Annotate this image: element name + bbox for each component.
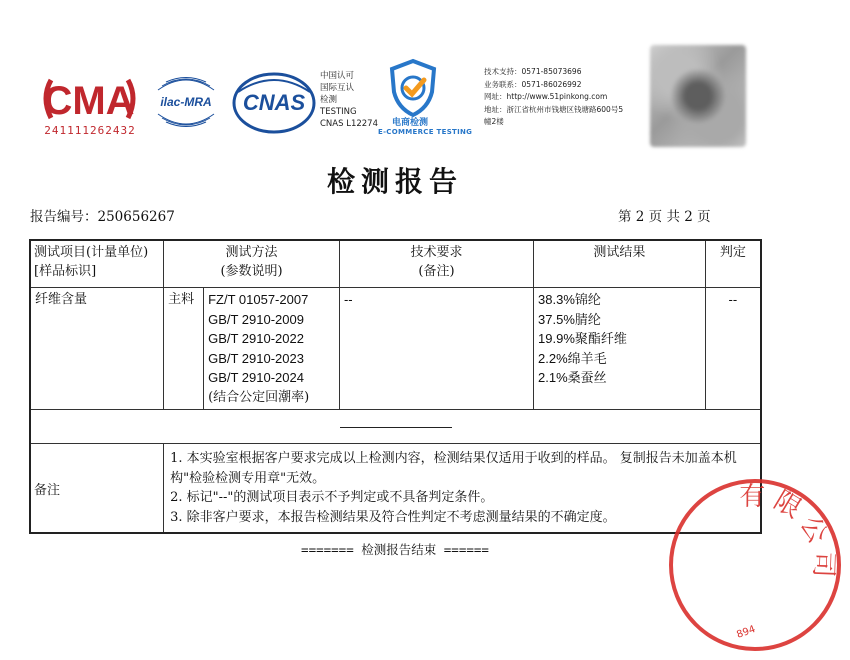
method-standard: GB/T 2910-2009: [208, 311, 304, 327]
header-technical-requirement: [339, 240, 533, 288]
result-cell: [534, 288, 706, 410]
result-value: 37.5%腈纶: [538, 311, 601, 327]
method-standard: FZ/T 01057-2007: [208, 292, 309, 307]
method-standard: GB/T 2910-2023: [208, 350, 304, 366]
report-end-mark: ======= 检测报告结束 ======: [301, 542, 489, 557]
verdict-cell: [705, 288, 761, 410]
contact-line: 幢2楼: [484, 117, 504, 126]
ecommerce-subtitle: E-COMMERCE TESTING: [378, 128, 473, 136]
page-indicator: 第 2 页 共 2 页: [618, 209, 711, 225]
sample-part: 主料: [168, 292, 195, 307]
header-text: [样品标识]: [34, 264, 97, 279]
separator-row: [30, 410, 761, 444]
seal-number: 894: [735, 623, 757, 641]
separator-line: [340, 427, 452, 428]
requirement-value: --: [343, 292, 353, 307]
method-standard: GB/T 2910-2022: [208, 331, 304, 346]
contact-line: 业务联系：0571-86026992: [484, 79, 582, 89]
header-text: 测试结果: [593, 245, 646, 260]
note-item: 3. 除非客户要求，本报告检测结果及符合性判定不考虑测量结果的不确定度。: [170, 509, 616, 525]
contact-line: 地址：浙江省杭州市钱塘区钱塘路600号5: [484, 104, 624, 114]
header-test-item: [30, 240, 164, 288]
ilac-text: ilac-MRA: [160, 95, 212, 109]
note-item: 1. 本实验室根据客户要求完成以上检测内容，检测结果仅适用于收到的样品。 复制报告未加盖本机构"检验检测专用章"无效。: [170, 451, 737, 486]
header-text: (参数说明): [220, 264, 283, 279]
cma-logo: [37, 70, 142, 126]
notes-row: [30, 444, 761, 534]
cnas-line: TESTING: [320, 107, 357, 117]
test-item-cell: [30, 288, 164, 410]
qr-code-blurred: [650, 45, 746, 147]
header-test-method: [164, 240, 340, 288]
test-item-name: 纤维含量: [35, 292, 88, 307]
contact-info: [484, 66, 644, 129]
ecommerce-shield-icon: [388, 58, 438, 118]
result-value: 38.3%锦纶: [538, 292, 601, 307]
ilac-mra-logo: [150, 68, 222, 136]
cnas-line: 国际互认: [320, 83, 355, 93]
result-value: 2.1%桑蚕丝: [538, 370, 607, 385]
cma-logo-text: CMA: [43, 79, 135, 123]
cnas-accreditation-text: [320, 70, 378, 130]
header-verdict: [705, 240, 761, 288]
contact-line: 技术支持：0571-85073696: [484, 67, 582, 76]
cnas-line: 检测: [320, 95, 338, 105]
cma-number: 241111262432: [44, 124, 136, 137]
requirement-cell: [339, 288, 533, 410]
result-value: 2.2%绵羊毛: [538, 350, 607, 366]
header-test-result: [534, 240, 706, 288]
cnas-text: CNAS: [242, 90, 306, 115]
cnas-line: 中国认可: [320, 71, 355, 81]
header-text: 技术要求: [410, 245, 463, 260]
table-row: [30, 288, 761, 410]
ecommerce-title: 电商检测: [392, 118, 429, 128]
report-number: 报告编号：250656267: [30, 209, 175, 225]
header-text: 测试方法: [225, 245, 278, 260]
company-seal-stamp: [660, 470, 850, 660]
results-table: [29, 239, 762, 534]
header-text: 判定: [719, 245, 746, 260]
header-text: 测试项目(计量单位): [34, 245, 149, 260]
report-title: 检测报告: [326, 165, 463, 198]
notes-label: 备注: [30, 444, 164, 534]
table-header-row: [30, 240, 761, 288]
method-note: (结合公定回潮率): [208, 389, 310, 405]
seal-text: 有限公司: [739, 481, 839, 585]
method-cell: [204, 288, 340, 410]
cnas-line: CNAS L12274: [320, 119, 378, 129]
cnas-logo: [228, 72, 320, 134]
header-text: (备注): [418, 264, 455, 279]
contact-line: 网址：http://www.51pinkong.com: [484, 92, 608, 101]
result-value: 19.9%聚酯纤维: [538, 331, 627, 346]
verdict-value: --: [728, 292, 738, 307]
svg-text:有限公司: [732, 470, 847, 604]
method-standard: GB/T 2910-2024: [208, 370, 304, 385]
sample-part-cell: [164, 288, 204, 410]
note-item: 2. 标记"--"的测试项目表示不予判定或不具备判定条件。: [170, 490, 494, 505]
